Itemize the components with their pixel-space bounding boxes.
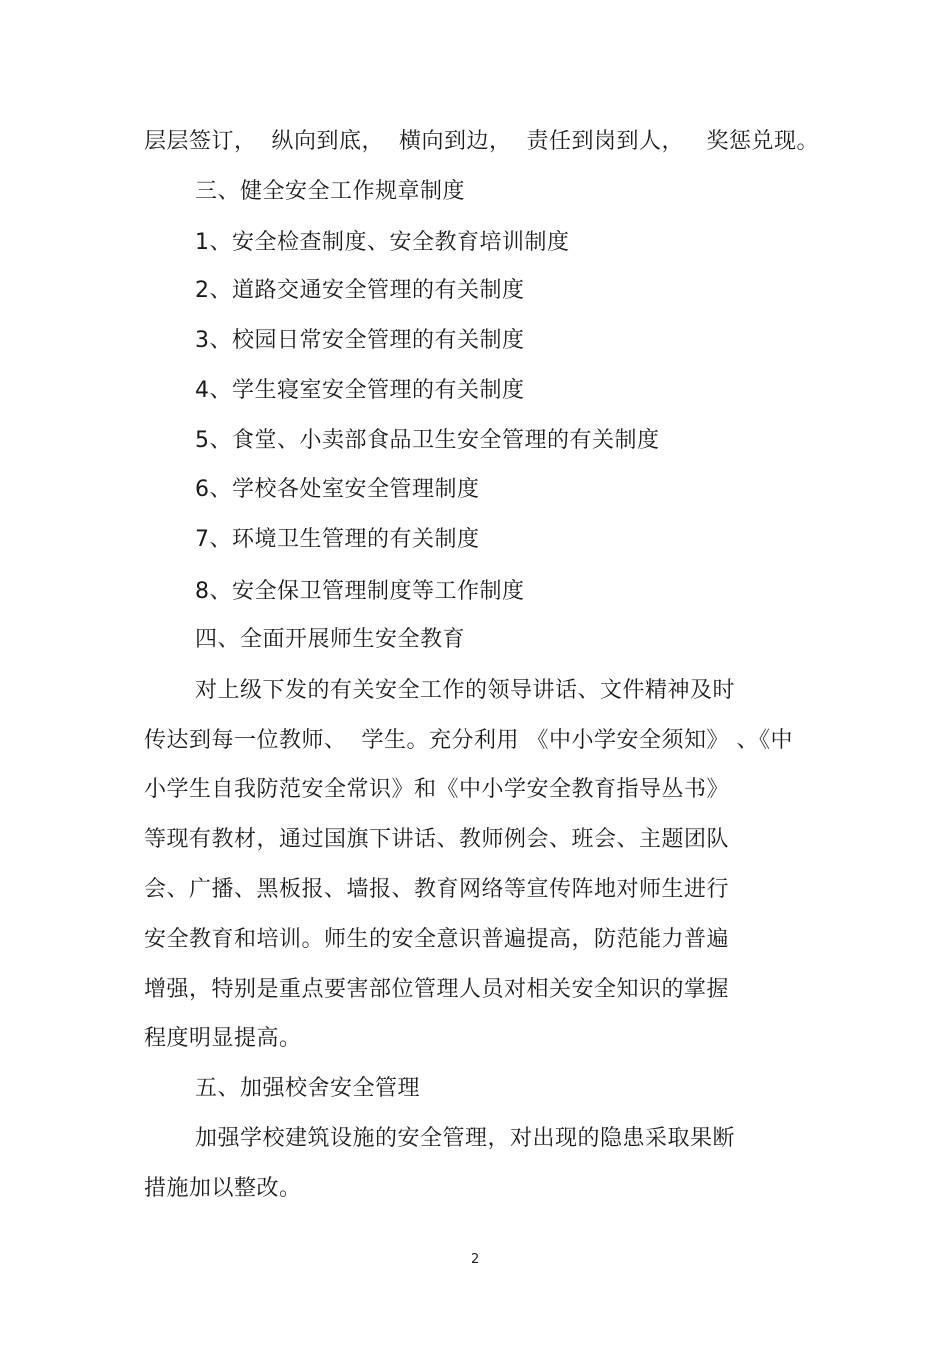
list-item: 5、食堂、小卖部食品卫生安全管理的有关制度 <box>195 428 660 453</box>
list-item: 3、校园日常安全管理的有关制度 <box>195 328 525 353</box>
section-heading-3: 三、健全安全工作规章制度 <box>195 179 466 204</box>
paragraph-line: 程度明显提高。 <box>144 1026 302 1051</box>
page-number: 2 <box>471 1252 480 1267</box>
list-item: 4、学生寝室安全管理的有关制度 <box>195 378 525 403</box>
list-item: 2、道路交通安全管理的有关制度 <box>195 278 525 303</box>
paragraph-line: 等现有教材，通过国旗下讲话、教师例会、班会、主题团队 <box>144 827 730 852</box>
paragraph-line: 加强学校建筑设施的安全管理，对出现的隐患采取果断 <box>195 1126 736 1151</box>
list-item: 6、学校各处室安全管理制度 <box>195 477 480 502</box>
list-item: 8、安全保卫管理制度等工作制度 <box>195 579 525 604</box>
list-item: 1、安全检查制度、安全教育培训制度 <box>195 230 570 255</box>
section-heading-5: 五、加强校舍安全管理 <box>195 1076 421 1101</box>
paragraph-line: 增强，特别是重点要害部位管理人员对相关安全知识的掌握 <box>144 977 730 1002</box>
list-item: 7、环境卫生管理的有关制度 <box>195 527 480 552</box>
paragraph-line: 层层签订， 纵向到底， 横向到边， 责任到岗到人， 奖惩兑现。 <box>144 129 819 154</box>
paragraph-line: 会、广播、黑板报、墙报、教育网络等宣传阵地对师生进行 <box>144 877 730 902</box>
paragraph-line: 对上级下发的有关安全工作的领导讲话、文件精神及时 <box>195 678 736 703</box>
paragraph-line: 措施加以整改。 <box>144 1176 302 1201</box>
paragraph-line: 安全教育和培训。师生的安全意识普遍提高，防范能力普遍 <box>144 927 730 952</box>
section-heading-4: 四、全面开展师生安全教育 <box>195 627 466 652</box>
paragraph-line: 小学生自我防范安全常识》和《中小学安全教育指导丛书》 <box>144 777 730 802</box>
paragraph-line: 传达到每一位教师、 学生。充分利用 《中小学安全须知》 、《中 <box>144 728 793 753</box>
